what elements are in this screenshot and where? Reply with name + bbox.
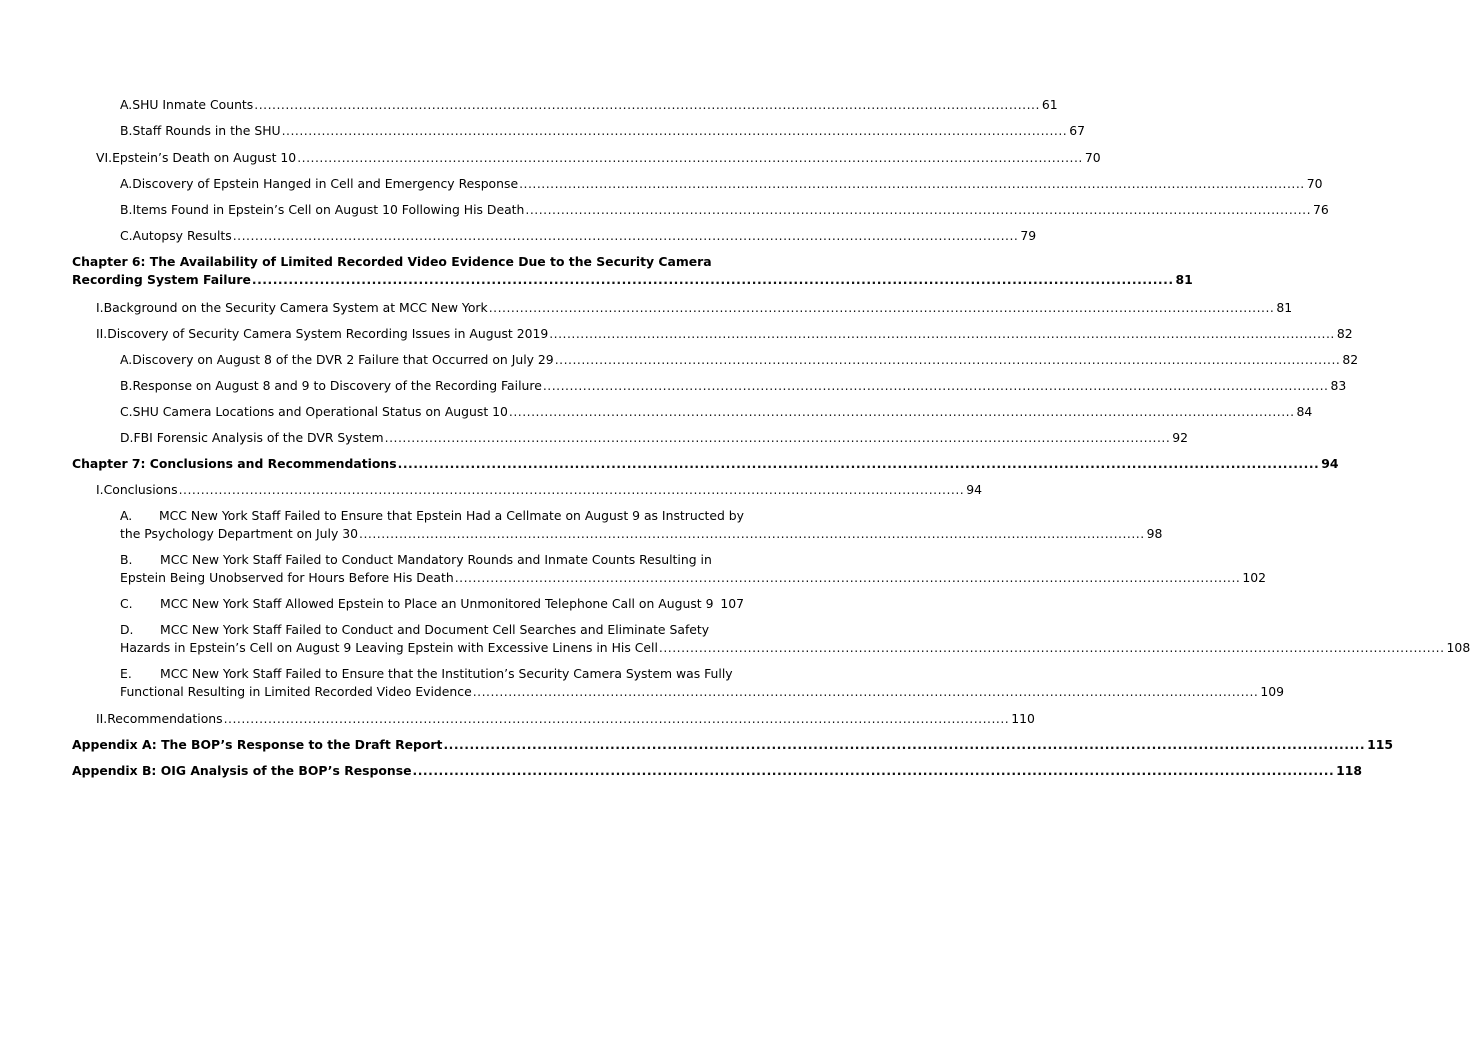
entry-label: C. bbox=[120, 596, 133, 611]
entry-page-number: 82 bbox=[1336, 326, 1353, 341]
entry-title: FBI Forensic Analysis of the DVR System bbox=[133, 430, 384, 445]
entry-title-line-2: the Psychology Department on July 30 bbox=[120, 526, 358, 541]
toc-entry[interactable] bbox=[120, 666, 1285, 700]
dot-leader: ................................................................................................................................................................................. bbox=[658, 640, 1445, 655]
entry-page-number: 109 bbox=[1260, 684, 1285, 699]
toc-appendix-entry[interactable] bbox=[72, 737, 1393, 753]
entry-title: Autopsy Results bbox=[132, 228, 232, 243]
entry-title: Response on August 8 and 9 to Discovery of the Recording Failure bbox=[132, 378, 542, 393]
entry-page-number: 102 bbox=[1242, 570, 1266, 585]
entry-title: Discovery of Security Camera System Recording Issues in August 2019 bbox=[107, 326, 549, 341]
toc-entry[interactable] bbox=[96, 711, 1035, 727]
toc-entry[interactable] bbox=[120, 228, 1037, 244]
entry-page-number: 70 bbox=[1084, 150, 1101, 165]
toc-entry[interactable] bbox=[120, 176, 1323, 192]
toc-entry[interactable] bbox=[120, 378, 1347, 394]
dot-leader: ................................................................................................................................................................................. bbox=[549, 326, 1335, 341]
dot-leader: ................................................................................................................................................................................. bbox=[542, 378, 1329, 393]
entry-page-number: 61 bbox=[1041, 97, 1058, 112]
entry-label: A. bbox=[120, 508, 133, 523]
entry-title: Appendix A: The BOP’s Response to the Draft Report bbox=[72, 737, 443, 752]
entry-title-line-1: Chapter 6: The Availability of Limited Recorded Video Evidence Due to the Security Camera bbox=[72, 254, 712, 269]
entry-title: Recommendations bbox=[107, 711, 223, 726]
dot-leader: ................................................................................................................................................................................. bbox=[178, 482, 965, 497]
entry-title: MCC New York Staff Allowed Epstein to Place an Unmonitored Telephone Call on August 9 bbox=[160, 596, 714, 611]
entry-label: C. bbox=[120, 228, 133, 243]
toc-entry[interactable] bbox=[120, 552, 1266, 586]
dot-leader: ................................................................................................................................................................................. bbox=[254, 97, 1040, 112]
entry-label: E. bbox=[120, 666, 132, 681]
dot-leader: ................................................................................................................................................................................. bbox=[397, 456, 1320, 471]
dot-leader: ................................................................................................................................................................................. bbox=[508, 404, 1295, 419]
entry-title: SHU Camera Locations and Operational Status on August 10 bbox=[132, 404, 508, 419]
entry-title: Chapter 7: Conclusions and Recommendations bbox=[72, 456, 397, 471]
dot-leader: ................................................................................................................................................................................. bbox=[454, 570, 1241, 585]
entry-label: B. bbox=[120, 552, 133, 567]
toc-entry[interactable] bbox=[96, 150, 1101, 166]
entry-label: A. bbox=[120, 352, 133, 367]
entry-title-line-1: MCC New York Staff Failed to Conduct Mandatory Rounds and Inmate Counts Resulting in bbox=[160, 552, 712, 567]
toc-entry[interactable] bbox=[120, 352, 1359, 368]
entry-page-number: 94 bbox=[1321, 456, 1339, 471]
toc-entry[interactable] bbox=[120, 404, 1313, 420]
toc-entry[interactable] bbox=[120, 202, 1329, 218]
dot-leader: ................................................................................................................................................................................. bbox=[472, 684, 1259, 699]
entry-title-line-2: Hazards in Epstein’s Cell on August 9 Leaving Epstein with Excessive Linens in His Cell bbox=[120, 640, 658, 655]
toc-chapter-entry[interactable] bbox=[72, 254, 1193, 288]
entry-page-number: 92 bbox=[1172, 430, 1189, 445]
entry-title-line-2: Recording System Failure bbox=[72, 272, 251, 287]
entry-title-line-1: MCC New York Staff Failed to Ensure that the Institution’s Security Camera System was Fully bbox=[160, 666, 733, 681]
toc-entry[interactable] bbox=[120, 622, 1470, 656]
entry-label: D. bbox=[120, 622, 134, 637]
entry-page-number: 118 bbox=[1336, 763, 1363, 778]
entry-title: SHU Inmate Counts bbox=[132, 97, 254, 112]
entry-label: B. bbox=[120, 378, 133, 393]
entry-page-number: 81 bbox=[1276, 300, 1293, 315]
entry-label: VI. bbox=[96, 150, 113, 165]
toc-entry[interactable] bbox=[96, 300, 1293, 316]
entry-title: Discovery on August 8 of the DVR 2 Failure that Occurred on July 29 bbox=[132, 352, 554, 367]
entry-label: II. bbox=[96, 326, 108, 341]
entry-label: I. bbox=[96, 482, 104, 497]
entry-page-number: 108 bbox=[1446, 640, 1470, 655]
entry-title: Items Found in Epstein’s Cell on August 10 Following His Death bbox=[132, 202, 525, 217]
toc-entry[interactable] bbox=[120, 430, 1189, 446]
entry-title: Staff Rounds in the SHU bbox=[132, 123, 281, 138]
entry-title-line-1: MCC New York Staff Failed to Ensure that Epstein Had a Cellmate on August 9 as Instructed by bbox=[158, 508, 744, 523]
entry-title: Background on the Security Camera System at MCC New York bbox=[103, 300, 488, 315]
dot-leader: ................................................................................................................................................................................. bbox=[281, 123, 1068, 138]
dot-leader: ................................................................................................................................................................................. bbox=[412, 763, 1335, 778]
entry-page-number: 98 bbox=[1146, 526, 1163, 541]
entry-title: Conclusions bbox=[103, 482, 178, 497]
entry-title: Epstein’s Death on August 10 bbox=[112, 150, 297, 165]
toc-appendix-entry[interactable] bbox=[72, 763, 1363, 779]
entry-title: Appendix B: OIG Analysis of the BOP’s Response bbox=[72, 763, 412, 778]
entry-label: D. bbox=[120, 430, 134, 445]
dot-leader: ................................................................................................................................................................................. bbox=[223, 711, 1010, 726]
entry-page-number: 94 bbox=[966, 482, 982, 497]
entry-page-number: 84 bbox=[1296, 404, 1313, 419]
dot-leader: ................................................................................................................................................................................. bbox=[297, 150, 1083, 165]
entry-page-number: 67 bbox=[1069, 123, 1086, 138]
entry-title-line-2: Epstein Being Unobserved for Hours Before His Death bbox=[120, 570, 454, 585]
entry-page-number: 82 bbox=[1342, 352, 1359, 367]
dot-leader: ................................................................................................................................................................................. bbox=[443, 737, 1366, 752]
dot-leader: ................................................................................................................................................................................. bbox=[525, 202, 1312, 217]
entry-label: A. bbox=[120, 176, 133, 191]
toc-entry[interactable] bbox=[120, 97, 1058, 113]
entry-title: Discovery of Epstein Hanged in Cell and Emergency Response bbox=[132, 176, 519, 191]
dot-leader: ................................................................................................................................................................................. bbox=[384, 430, 1171, 445]
dot-leader: ................................................................................................................................................................................. bbox=[488, 300, 1275, 315]
toc-entry[interactable] bbox=[120, 508, 1163, 542]
entry-label: C. bbox=[120, 404, 133, 419]
dot-leader: ................................................................................................................................................................................. bbox=[554, 352, 1341, 367]
entry-label: A. bbox=[120, 97, 133, 112]
entry-page-number: 79 bbox=[1020, 228, 1037, 243]
entry-title-line-1: MCC New York Staff Failed to Conduct and Document Cell Searches and Eliminate Safety bbox=[160, 622, 710, 637]
entry-page-number: 115 bbox=[1367, 737, 1393, 752]
dot-leader: ................................................................................................................................................................................. bbox=[359, 526, 1145, 541]
entry-label: B. bbox=[120, 123, 133, 138]
entry-label: B. bbox=[120, 202, 133, 217]
entry-page-number: 81 bbox=[1175, 272, 1193, 287]
dot-leader: ................................................................................................................................................................................. bbox=[232, 228, 1019, 243]
entry-page-number: 83 bbox=[1330, 378, 1347, 393]
entry-title-line-2: Functional Resulting in Limited Recorded Video Evidence bbox=[120, 684, 472, 699]
toc-entry[interactable] bbox=[120, 596, 744, 612]
entry-page-number: 70 bbox=[1306, 176, 1323, 191]
entry-label: I. bbox=[96, 300, 104, 315]
dot-leader: ................................................................................................................................................................................. bbox=[251, 272, 1174, 287]
toc-entry[interactable] bbox=[96, 326, 1353, 342]
toc-chapter-entry[interactable] bbox=[72, 456, 1339, 472]
toc-entry[interactable] bbox=[96, 482, 982, 498]
entry-label: II. bbox=[96, 711, 108, 726]
dot-leader: ................................................................................................................................................................................. bbox=[519, 176, 1305, 191]
entry-page-number: 110 bbox=[1011, 711, 1035, 726]
toc-entry[interactable] bbox=[120, 123, 1086, 139]
entry-page-number: 107 bbox=[720, 596, 744, 611]
entry-page-number: 76 bbox=[1313, 202, 1329, 217]
